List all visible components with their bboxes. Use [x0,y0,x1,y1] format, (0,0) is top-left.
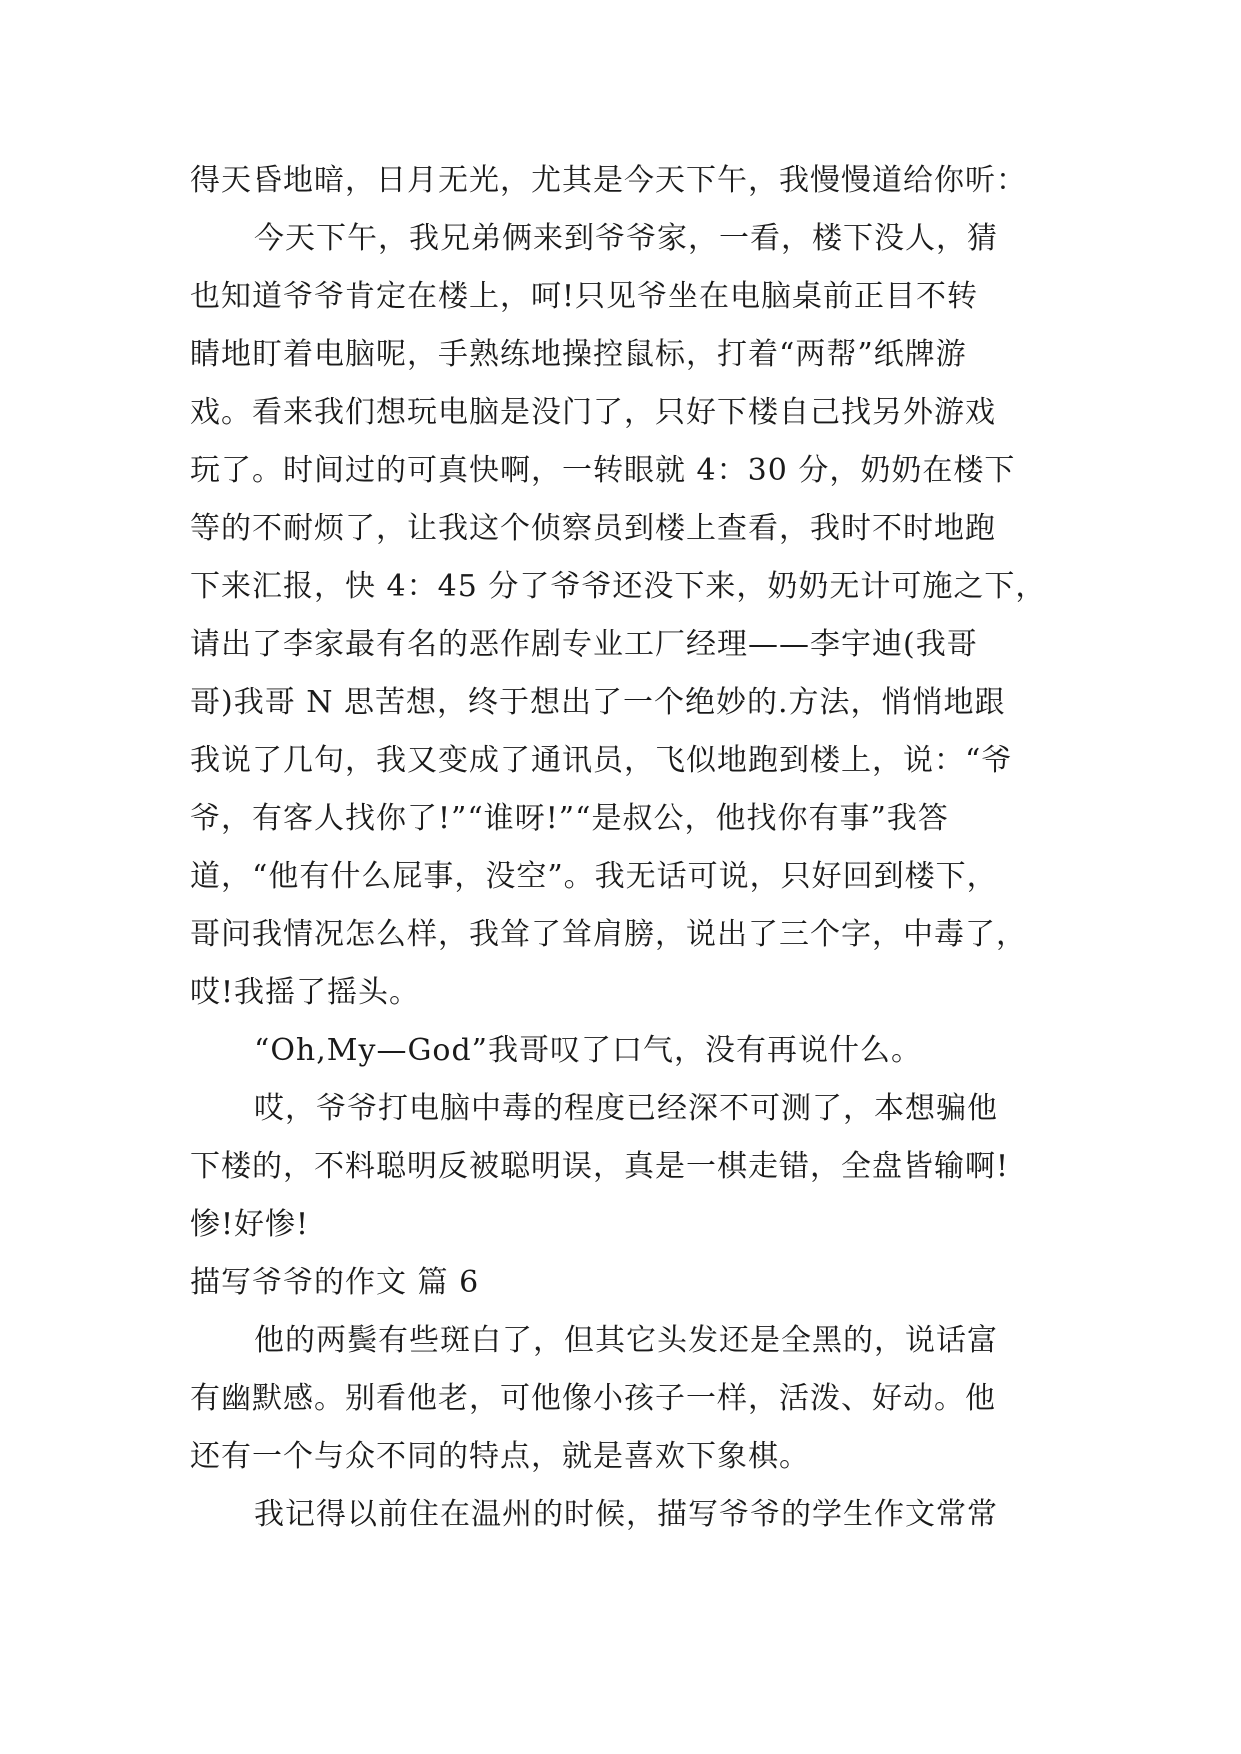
text-line: 睛地盯着电脑呢，手熟练地操控鼠标，打着“两帮”纸牌游 [190,337,967,372]
text-line: 下来汇报，快 4：45 分了爷爷还没下来，奶奶无计可施之下， [190,569,1047,604]
text-line: 也知道爷爷肯定在楼上，呵!只见爷坐在电脑桌前正目不转 [190,279,979,314]
paragraph-first-line: 今天下午，我兄弟俩来到爷爷家，一看，楼下没人，猜 [254,221,998,256]
paragraph-first-line: 哎，爷爷打电脑中毒的程度已经深不可测了，本想骗他 [254,1091,998,1126]
text-line: 爷，有客人找你了!”“谁呀!”“是叔公，他找你有事”我答 [190,801,949,836]
paragraph-first-line: “Oh,My—God”我哥叹了口气，没有再说什么。 [254,1033,923,1068]
text-line: 下楼的，不料聪明反被聪明误，真是一棋走错，全盘皆输啊! [190,1149,1010,1184]
text-line: 哥)我哥 N 思苦想，终于想出了一个绝妙的.方法，悄悄地跟 [190,685,1006,720]
text-line: 得天昏地暗，日月无光，尤其是今天下午，我慢慢道给你听： [190,163,1027,198]
paragraph-first-line: 他的两鬓有些斑白了，但其它头发还是全黑的，说话富 [254,1323,998,1358]
text-line: 哎!我摇了摇头。 [190,975,421,1010]
paragraph-first-line: 我记得以前住在温州的时候，描写爷爷的学生作文常常 [254,1497,998,1532]
text-line: 请出了李家最有名的恶作剧专业工厂经理——李宇迪(我哥 [190,627,978,662]
text-line: 我说了几句，我又变成了通讯员，飞似地跑到楼上，说：“爷 [190,743,1013,778]
section-heading: 描写爷爷的作文 篇 6 [190,1265,480,1300]
text-line: 戏。看来我们想玩电脑是没门了，只好下楼自己找另外游戏 [190,395,996,430]
text-line: 惨!好惨! [190,1207,310,1242]
text-line: 玩了。时间过的可真快啊，一转眼就 4：30 分，奶奶在楼下 [190,453,1016,488]
text-line: 等的不耐烦了，让我这个侦察员到楼上查看，我时不时地跑 [190,511,996,546]
text-line: 还有一个与众不同的特点，就是喜欢下象棋。 [190,1439,810,1474]
text-line: 道，“他有什么屁事，没空”。我无话可说，只好回到楼下， [190,859,998,894]
text-line: 有幽默感。别看他老，可他像小孩子一样，活泼、好动。他 [190,1381,996,1416]
text-line: 哥问我情况怎么样，我耸了耸肩膀，说出了三个字，中毒了， [190,917,1027,952]
